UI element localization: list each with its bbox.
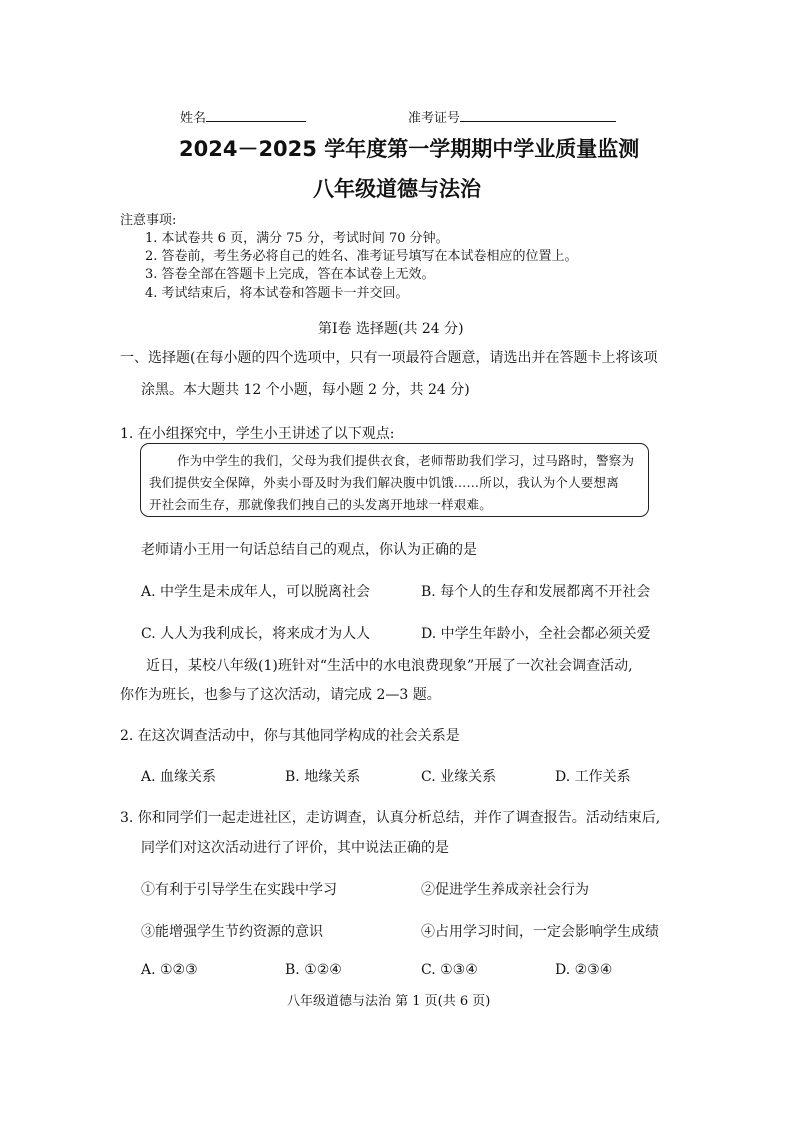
- name-field: [180, 107, 306, 126]
- name-label: 姓名: [180, 111, 207, 126]
- note-item: 2. 答卷前，考生务必将自己的姓名、准考证号填写在本试卷相应的位置上。: [145, 249, 578, 264]
- q3-option-b: B. ①②④: [285, 962, 342, 978]
- q2-stem: 2. 在这次调查活动中，你与其他同学构成的社会关系是: [120, 728, 460, 744]
- q2-option-d: D. 工作关系: [555, 769, 631, 785]
- part-one-line2: 涂黑。本大题共 12 个小题，每小题 2 分，共 24 分): [141, 382, 470, 398]
- q1-option-b: B. 每个人的生存和发展都离不开社会: [421, 584, 651, 600]
- q3-statement-2: ②促进学生养成亲社会行为: [421, 882, 589, 898]
- note-item: 1. 本试卷共 6 页，满分 75 分，考试时间 70 分钟。: [145, 231, 449, 246]
- intro-line1: 近日，某校八年级(1)班针对“生活中的水电浪费现象”开展了一次社会调查活动,: [146, 658, 633, 674]
- exam-id-field: [408, 107, 616, 126]
- q1-stem: 1. 在小组探究中，学生小王讲述了以下观点:: [120, 426, 395, 442]
- q1-quote-line: 作为中学生的我们，父母为我们提供衣食，老师帮助我们学习，过马路时，警察为: [177, 453, 635, 468]
- page-footer: 八年级道德与法治 第 1 页(共 6 页): [287, 994, 491, 1009]
- part-one-line1: 一、选择题(在每小题的四个选项中，只有一项最符合题意，请选出并在答题卡上将该项: [120, 350, 658, 366]
- q1-option-a: A. 中学生是未成年人，可以脱离社会: [141, 584, 371, 600]
- intro-line2: 你作为班长，也参与了这次活动，请完成 2—3 题。: [120, 687, 441, 703]
- name-blank: [206, 107, 306, 122]
- notes-heading: 注意事项:: [120, 213, 177, 228]
- q3-statement-3: ③能增强学生节约资源的意识: [141, 924, 323, 940]
- q3-option-a: A. ①②③: [141, 962, 198, 978]
- note-item: 4. 考试结束后，将本试卷和答题卡一并交回。: [145, 286, 409, 301]
- page-subtitle: 八年级道德与法治: [313, 177, 481, 201]
- q1-quote-line: 我们提供安全保障，外卖小哥及时为我们解决腹中饥饿……所以，我认为个人要想离: [149, 475, 619, 490]
- exam-id-label: 准考证号: [408, 111, 461, 126]
- q1-prompt: 老师请小王用一句话总结自己的观点，你认为正确的是: [141, 542, 477, 558]
- exam-id-blank: [460, 107, 616, 122]
- q1-quote-line: 开社会而生存，那就像我们拽自己的头发离开地球一样艰难。: [149, 497, 492, 512]
- q2-option-a: A. 血缘关系: [141, 769, 217, 785]
- q2-option-b: B. 地缘关系: [285, 769, 361, 785]
- q1-option-c: C. 人人为我利成长，将来成才为人人: [141, 626, 371, 642]
- q3-statement-1: ①有利于引导学生在实践中学习: [141, 882, 337, 898]
- section-title: 第Ⅰ卷 选择题(共 24 分): [318, 321, 464, 337]
- q3-stem-line2: 同学们对这次活动进行了评价，其中说法正确的是: [141, 840, 449, 856]
- q1-quote-box: [140, 443, 649, 517]
- q3-option-c: C. ①③④: [421, 962, 478, 978]
- q1-option-d: D. 中学生年龄小，全社会都必须关爱: [421, 626, 651, 642]
- q3-statement-4: ④占用学习时间，一定会影响学生成绩: [421, 924, 659, 940]
- q2-option-c: C. 业缘关系: [421, 769, 497, 785]
- q3-stem-line1: 3. 你和同学们一起走进社区，走访调查，认真分析总结，并作了调查报告。活动结束后,: [120, 810, 661, 826]
- note-item: 3. 答卷全部在答题卡上完成，答在本试卷上无效。: [145, 267, 435, 282]
- q3-option-d: D. ②③④: [555, 962, 613, 978]
- page-title: 2024－2025 学年度第一学期期中学业质量监测: [179, 137, 640, 161]
